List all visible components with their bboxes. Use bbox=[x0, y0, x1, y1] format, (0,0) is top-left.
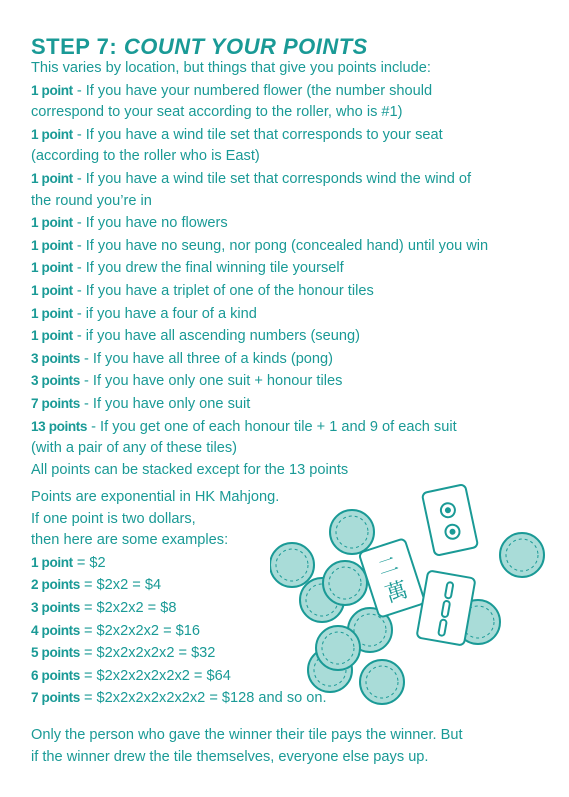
example-points: 4 points bbox=[31, 622, 80, 638]
rule-text: - If you have a wind tile set that corresponds wind the wind of bbox=[72, 170, 472, 187]
rule-points: 3 points bbox=[31, 373, 80, 389]
example-points: 1 point bbox=[31, 554, 73, 570]
chip-icon bbox=[316, 626, 360, 670]
example-value: = $2 bbox=[72, 554, 106, 571]
chip-icon bbox=[360, 660, 404, 704]
rule-points: 1 point bbox=[31, 282, 73, 298]
rule-line bbox=[31, 393, 551, 416]
rule-line bbox=[31, 303, 551, 326]
rule-continuation: the round you’re in bbox=[31, 192, 152, 209]
rules-section bbox=[31, 58, 551, 481]
rule-points: 3 points bbox=[31, 350, 80, 366]
rule-line bbox=[31, 257, 551, 280]
mahjong-illustration bbox=[270, 480, 560, 710]
rule-points: 1 point bbox=[31, 305, 73, 321]
rule-points: 1 point bbox=[31, 215, 73, 231]
rule-points: 1 point bbox=[31, 328, 73, 344]
rule-text: - If you have a triplet of one of the honour tiles bbox=[72, 282, 374, 299]
rule-line bbox=[31, 235, 551, 258]
example-value: = $2x2x2x2 = $16 bbox=[79, 622, 201, 639]
example-points: 5 points bbox=[31, 645, 80, 661]
footer-line: if the winner drew the tile themselves, everyone else pays up. bbox=[31, 748, 429, 765]
example-value: = $2x2x2x2x2x2 = $64 bbox=[79, 667, 231, 684]
rule-points: 1 point bbox=[31, 237, 73, 253]
rule-text: - if you have all ascending numbers (seung) bbox=[72, 328, 360, 345]
examples-intro-line: If one point is two dollars, bbox=[31, 510, 196, 527]
page-title bbox=[31, 34, 368, 60]
title-main: COUNT YOUR POINTS bbox=[123, 34, 368, 59]
circle-tile-icon bbox=[422, 484, 478, 556]
rule-points: 1 point bbox=[31, 82, 73, 98]
rule-text: - if you have a four of a kind bbox=[72, 305, 257, 322]
example-value: = $2x2x2 = $8 bbox=[79, 599, 177, 616]
chip-icon bbox=[330, 510, 374, 554]
rule-line bbox=[31, 348, 551, 371]
example-points: 2 points bbox=[31, 577, 80, 593]
rule-text: - If you have your numbered flower (the number should bbox=[72, 82, 433, 99]
example-value: = $2x2x2x2x2x2x2 = $128 and so on. bbox=[79, 690, 327, 707]
rule-text: - If you have only one suit + honour tiles bbox=[79, 373, 343, 390]
examples-intro-line: then here are some examples: bbox=[31, 532, 229, 549]
tile-char-bottom: 萬 bbox=[382, 577, 412, 609]
rule-line bbox=[31, 80, 551, 103]
rule-text: - If you get one of each honour tile + 1 and 9 of each suit bbox=[87, 418, 457, 435]
rule-line bbox=[31, 212, 551, 235]
rule-points: 7 points bbox=[31, 395, 80, 411]
rule-continuation: (with a pair of any of these tiles) bbox=[31, 440, 238, 457]
example-value: = $2x2x2x2x2 = $32 bbox=[79, 645, 216, 662]
rule-line bbox=[31, 124, 551, 147]
rule-points: 1 point bbox=[31, 126, 73, 142]
chip-icon bbox=[323, 561, 367, 605]
chip-icon bbox=[270, 543, 314, 587]
example-points: 7 points bbox=[31, 690, 80, 706]
rule-continuation: correspond to your seat according to the roller, who is #1) bbox=[31, 104, 403, 121]
intro-text: This varies by location, but things that give you points include: bbox=[31, 60, 431, 76]
rule-text: - If you have only one suit bbox=[79, 395, 251, 412]
character-tile-icon bbox=[359, 538, 426, 618]
rule-text: - If you have a wind tile set that corresponds to your seat bbox=[72, 126, 443, 143]
rule-line bbox=[31, 168, 551, 191]
title-step: STEP 7: bbox=[31, 34, 124, 59]
rule-continuation: (according to the roller who is East) bbox=[31, 148, 260, 165]
rule-line bbox=[31, 416, 551, 439]
rule-text: - If you have no flowers bbox=[72, 215, 228, 232]
footer-text bbox=[31, 725, 551, 768]
examples-intro-line: Points are exponential in HK Mahjong. bbox=[31, 489, 280, 505]
rule-text: - If you have all three of a kinds (pong) bbox=[79, 350, 334, 367]
example-points: 3 points bbox=[31, 599, 80, 615]
rule-line bbox=[31, 280, 551, 303]
example-value: = $2x2 = $4 bbox=[79, 577, 162, 594]
rule-points: 13 points bbox=[31, 418, 88, 434]
example-points: 6 points bbox=[31, 667, 80, 683]
bamboo-tile-icon bbox=[416, 570, 475, 645]
rules-list bbox=[31, 80, 551, 460]
rule-text: - If you have no seung, nor pong (concealed hand) until you win bbox=[72, 237, 489, 254]
rule-text: - If you drew the final winning tile yourself bbox=[72, 260, 344, 277]
rule-points: 1 point bbox=[31, 260, 73, 276]
chip-icon bbox=[500, 533, 544, 577]
rule-line bbox=[31, 325, 551, 348]
footer-line: Only the person who gave the winner their tile pays the winner. But bbox=[31, 727, 463, 743]
rule-points: 1 point bbox=[31, 170, 73, 186]
tile-char-top: 二 bbox=[374, 551, 402, 581]
rule-line bbox=[31, 370, 551, 393]
stack-note: All points can be stacked except for the 13 points bbox=[31, 461, 349, 478]
